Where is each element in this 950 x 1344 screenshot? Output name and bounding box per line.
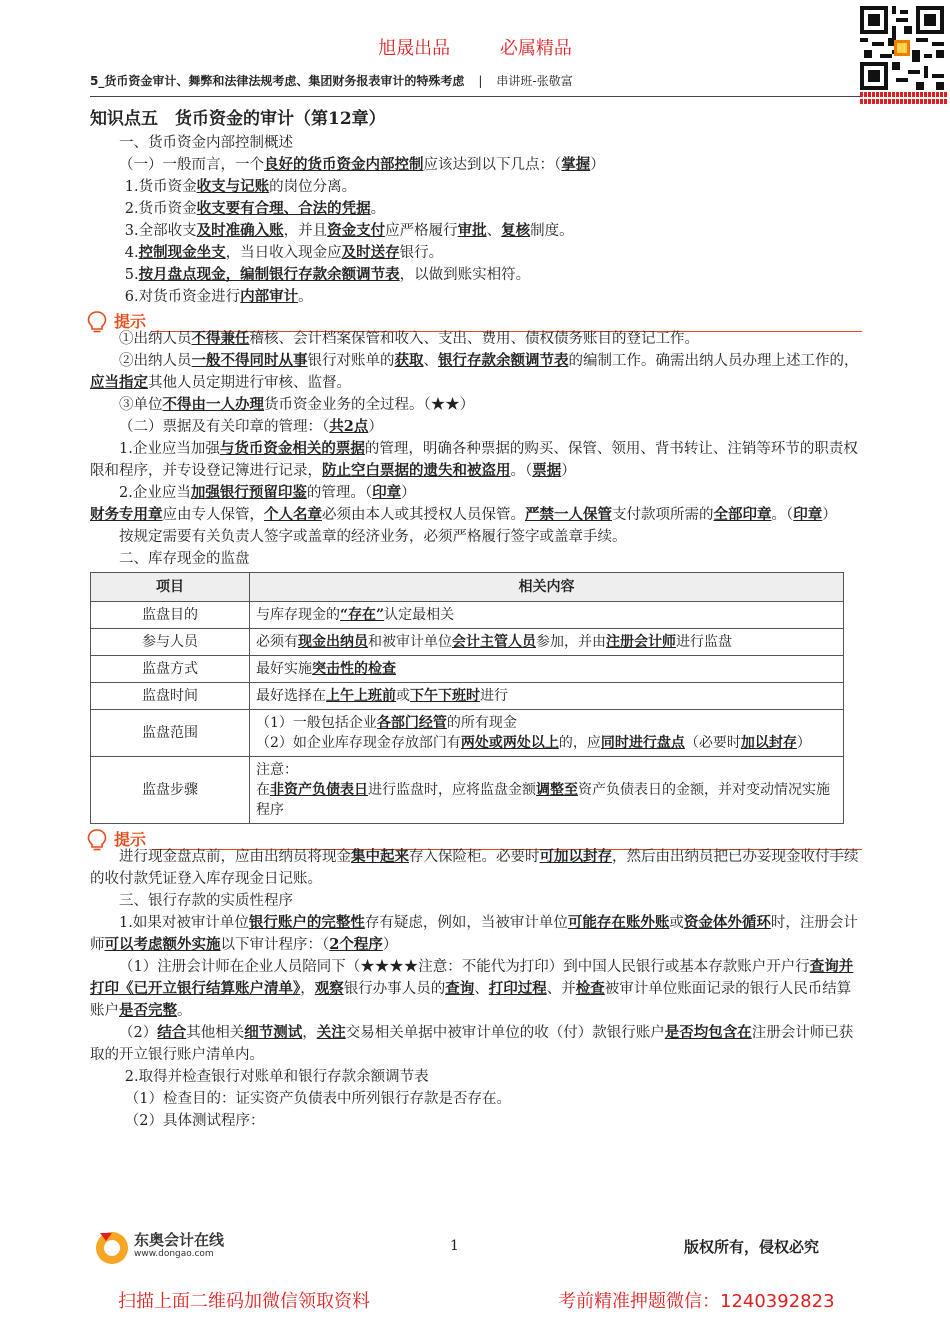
para-seal-management: 2.企业应当加强银行预留印鉴的管理。（印章）	[119, 484, 416, 501]
para-test-procedures: （2）具体测试程序：	[124, 1113, 265, 1129]
tip-label: 提示	[114, 830, 147, 849]
logo-text: 东奥会计在线	[134, 1231, 225, 1249]
main-content	[90, 108, 862, 1132]
list-item: 6.对货币资金进行内部审计。	[124, 288, 313, 305]
qr-code-icon	[860, 6, 944, 90]
lightbulb-icon	[86, 310, 108, 334]
heading-internal-control: 一、货币资金内部控制概述	[119, 135, 293, 151]
heading-seal-management: （二）票据及有关印章的管理：（共2点）	[119, 418, 383, 435]
section-title: 知识点五 货币资金的审计（第12章）	[90, 109, 386, 129]
chapter-title: 5_货币资金审计、舞弊和法律法规考虑、集团财务报表审计的特殊考虑	[90, 74, 465, 88]
bottom-left-notice: 扫描上面二维码加微信领取资料	[118, 1291, 370, 1312]
heading-cash-count: 二、库存现金的监盘	[119, 551, 250, 567]
logo-mark-icon	[92, 1227, 132, 1267]
header-brand	[0, 34, 950, 60]
tip-label: 提示	[114, 312, 147, 331]
qr-caption	[860, 92, 948, 104]
list-item: 5.按月盘点现金，编制银行存款余额调节表，以做到账实相符。	[124, 266, 531, 283]
table-header-row	[91, 573, 844, 602]
brand-right: 必属精品	[499, 38, 572, 59]
header-divider	[90, 96, 860, 97]
cash-count-table	[90, 572, 844, 824]
brand-left: 旭晟出品	[378, 38, 451, 59]
header-separator: |	[478, 74, 483, 88]
tip-line: 进行现金盘点前，应由出纳员将现金集中起来存入保险柜。必要时可加以封存，然后由出纳员把已办妥现金收付手续的收付款凭证登入库存现金日记账。	[90, 848, 859, 887]
table-row: 参与人员 必须有现金出纳员和被审计单位会计主管人员参加，并由注册会计师进行监盘	[91, 629, 844, 656]
heading-bank-deposits: 三、银行存款的实质性程序	[119, 893, 293, 909]
para-procedure-2: （2）结合其他相关细节测试，关注交易相关单据中被审计单位的收（付）款银行账户是否均包含在注册会计师已获取的开立银行账户清单内。	[90, 1024, 854, 1063]
chapter-header	[90, 72, 573, 89]
class-name: 串讲班-张敬富	[496, 74, 573, 88]
tip-line: ③单位不得由一人办理货币资金业务的全过程。（★★）	[119, 396, 475, 413]
para-seal-custody: 财务专用章应由专人保管，个人名章必须由本人或其授权人员保管。严禁一人保管支付款项所需的全部印章。（印章）	[90, 506, 837, 523]
table-row: 监盘步骤 注意： 在非资产负债表日进行监盘时，应将监盘金额调整至资产负债表日的金额，并对变动情况实施程序	[91, 757, 844, 824]
page-number: 1	[450, 1238, 459, 1254]
list-item: 3.全部收支及时准确入账，并且资金支付应严格履行审批、复核制度。	[124, 222, 574, 239]
dongao-logo	[92, 1227, 225, 1267]
bottom-right-notice: 考前精准押题微信：1240392823	[558, 1291, 835, 1312]
col-header-content: 相关内容	[250, 573, 844, 602]
table-row: 监盘目的 与库存现金的“存在”认定最相关	[91, 602, 844, 629]
table-row: 监盘时间 最好选择在上午上班前或下午下班时进行	[91, 683, 844, 710]
tip-line: ②出纳人员一般不得同时从事银行对账单的获取、银行存款余额调节表的编制工作。确需出纳人员办理上述工作的，应当指定其他人员定期进行审核、监督。	[90, 352, 859, 391]
tip-line: ①出纳人员不得兼任稽核、会计档案保管和收入、支出、费用、债权债务账目的登记工作。	[119, 330, 699, 347]
para-signature: 按规定需要有关负责人签字或盖章的经济业务，必须严格履行签字或盖章手续。	[119, 529, 627, 545]
list-item: 1.货币资金收支与记账的岗位分离。	[124, 178, 357, 195]
para-bank-completeness: 1.如果对被审计单位银行账户的完整性存有疑虑，例如，当被审计单位可能存在账外账或资金体外循环时，注册会计师可以考虑额外实施以下审计程序：（2个程序）	[90, 914, 858, 953]
list-item: 4.控制现金坐支，当日收入现金应及时送存银行。	[124, 244, 444, 261]
logo-url: www.dongao.com	[134, 1249, 214, 1259]
copyright-notice: 版权所有，侵权必究	[684, 1238, 820, 1256]
para-check-purpose: （1）检查目的：证实资产负债表中所列银行存款是否存在。	[124, 1091, 512, 1107]
para-bank-statement: 2.取得并检查银行对账单和银行存款余额调节表	[124, 1069, 429, 1085]
table-row: 监盘范围 （1）一般包括企业各部门经管的所有现金 （2）如企业库存现金存放部门有两处或两处以上的，应同时进行盘点（必要时加以封存）	[91, 710, 844, 757]
col-header-item: 项目	[91, 573, 250, 602]
lightbulb-icon	[86, 828, 108, 852]
para-procedure-1: （1）注册会计师在企业人员陪同下（★★★★注意：不能代为打印）到中国人民银行或基本存款账户开户行查询并打印《已开立银行结算账户清单》，观察银行办事人员的查询、打印过程、并检查被审计单位账面记录的银行人民币结算账户是否完整。	[90, 958, 854, 1019]
list-item: 2.货币资金收支要有合理、合法的凭据。	[124, 200, 386, 217]
para-bill-management: 1.企业应当加强与货币资金相关的票据的管理，明确各种票据的购买、保管、领用、背书转让、注销等环节的职责权限和程序，并专设登记簿进行记录，防止空白票据的遗失和被盗用。（票据）	[90, 440, 858, 479]
para-control-points: （一）一般而言，一个良好的货币资金内部控制应该达到以下几点：（掌握）	[119, 156, 605, 173]
table-row: 监盘方式 最好实施突击性的检查	[91, 656, 844, 683]
